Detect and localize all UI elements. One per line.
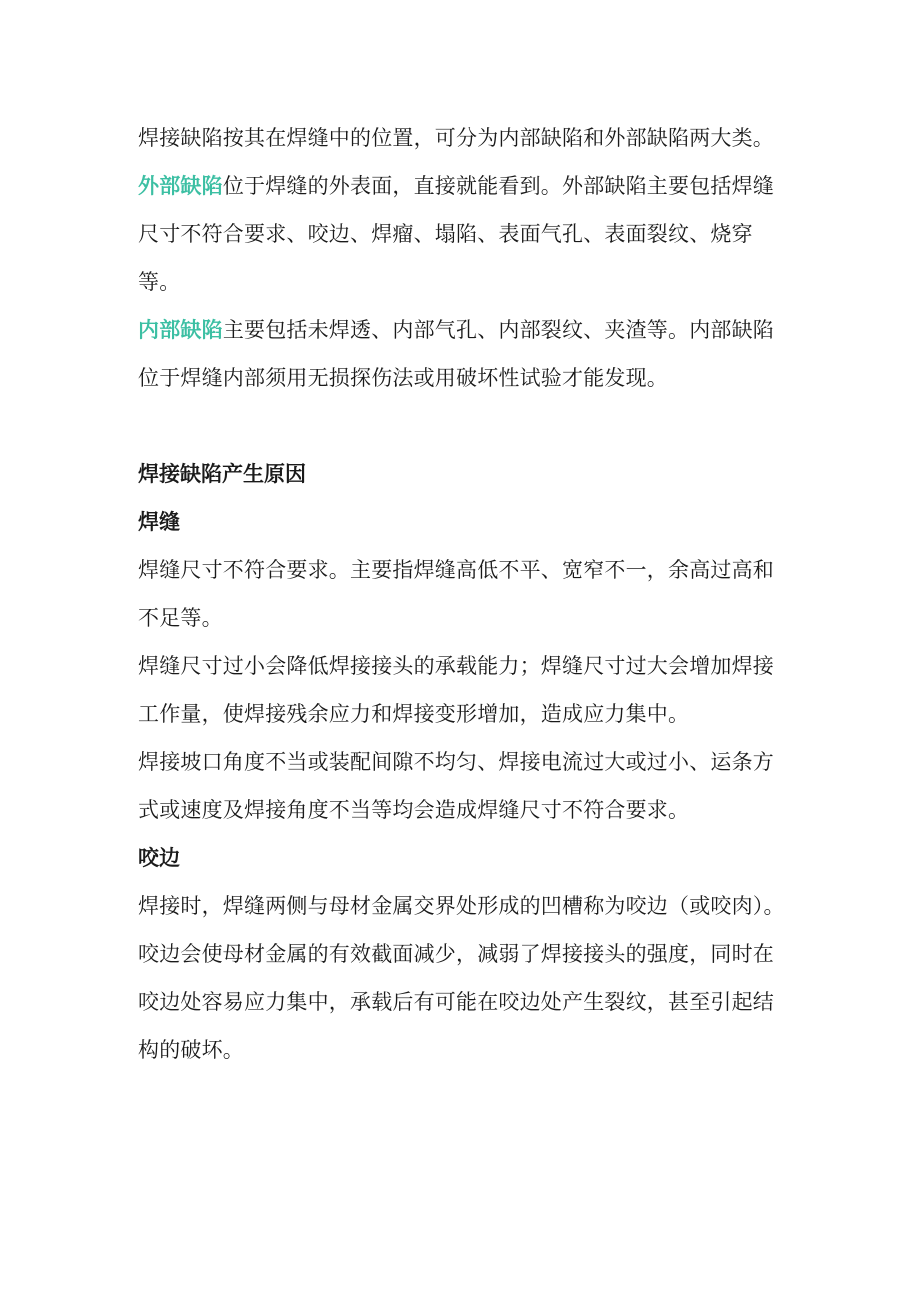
- weld-paragraph-1: 焊缝尺寸不符合要求。主要指焊缝高低不平、宽窄不一，余高过高和不足等。: [138, 558, 774, 630]
- causes-heading: 焊接缺陷产生原因: [138, 462, 306, 486]
- external-defects-text: 位于焊缝的外表面，直接就能看到。外部缺陷主要包括焊缝尺寸不符合要求、咬边、焊瘤、塌陷、表面气孔、表面裂纹、烧穿等。: [138, 174, 775, 294]
- weld-subheading: 焊缝: [138, 510, 180, 534]
- intro-paragraph: 焊接缺陷按其在焊缝中的位置，可分为内部缺陷和外部缺陷两大类。: [138, 126, 774, 150]
- internal-defects-paragraph: [138, 306, 788, 402]
- external-defects-term: 外部缺陷: [138, 174, 223, 198]
- weld-paragraph-3: 焊接坡口角度不当或装配间隙不均匀、焊接电流过大或过小、运条方式或速度及焊接角度不当等均会造成焊缝尺寸不符合要求。: [138, 750, 774, 822]
- internal-defects-term: 内部缺陷: [138, 318, 223, 342]
- external-defects-paragraph: [138, 162, 788, 306]
- document-page: [138, 114, 788, 1074]
- undercut-subheading: 咬边: [138, 846, 180, 870]
- undercut-paragraph-1: 焊接时，焊缝两侧与母材金属交界处形成的凹槽称为咬边（或咬肉）。咬边会使母材金属的有效截面减少，减弱了焊接接头的强度，同时在咬边处容易应力集中，承载后有可能在咬边处产生裂纹，甚至引起结构的破坏。: [138, 894, 785, 1062]
- section-spacer: [138, 402, 788, 450]
- internal-defects-text: 主要包括未焊透、内部气孔、内部裂纹、夹渣等。内部缺陷位于焊缝内部须用无损探伤法或用破坏性试验才能发现。: [138, 318, 775, 390]
- weld-paragraph-2: 焊缝尺寸过小会降低焊接接头的承载能力；焊缝尺寸过大会增加焊接工作量，使焊接残余应力和焊接变形增加，造成应力集中。: [138, 654, 774, 726]
